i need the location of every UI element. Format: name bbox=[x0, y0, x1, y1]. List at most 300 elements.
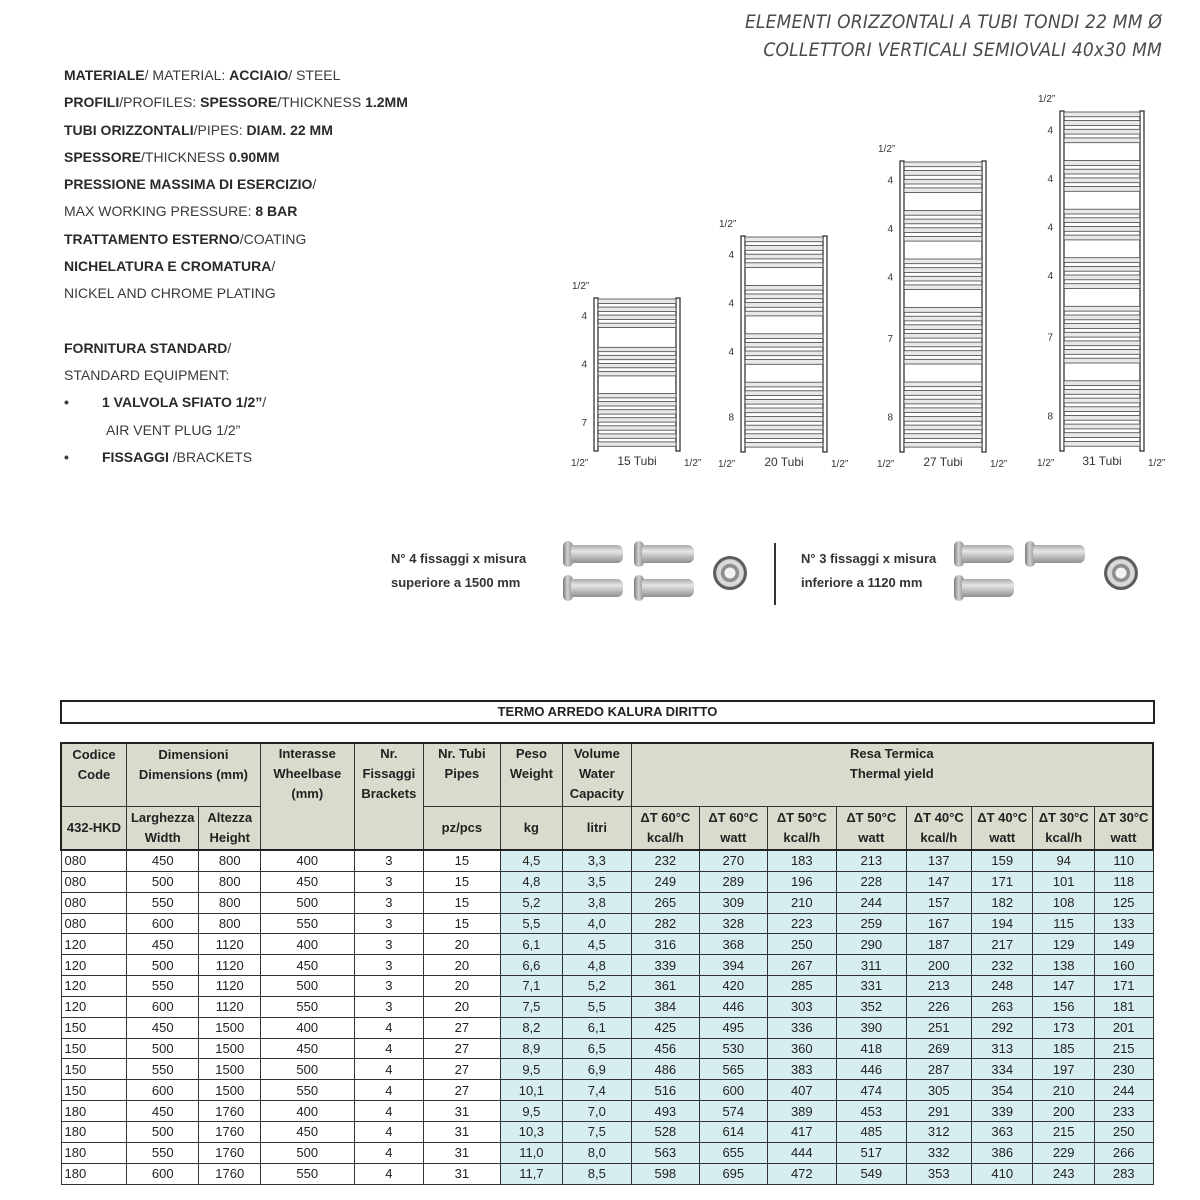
table-cell: 110 bbox=[1094, 850, 1153, 871]
table-cell: 334 bbox=[972, 1059, 1033, 1080]
table-cell: 9,5 bbox=[500, 1101, 562, 1122]
table-cell: 550 bbox=[260, 913, 354, 934]
table-cell: 147 bbox=[1033, 976, 1094, 997]
table-cell: 312 bbox=[906, 1121, 971, 1142]
table-cell: 201 bbox=[1094, 1017, 1153, 1038]
table-cell: 5,5 bbox=[563, 996, 631, 1017]
table-cell: 217 bbox=[972, 934, 1033, 955]
table-cell: 6,9 bbox=[563, 1059, 631, 1080]
inlet-label: 1/2” bbox=[878, 144, 896, 155]
tube-group-count: 4 bbox=[887, 272, 893, 284]
table-cell: 1500 bbox=[199, 1038, 260, 1059]
col-code: Codice Code bbox=[61, 743, 126, 806]
table-cell: 27 bbox=[424, 1080, 501, 1101]
collector-left bbox=[741, 236, 745, 452]
tube-group-count: 4 bbox=[887, 223, 893, 235]
radiator-tube bbox=[745, 417, 823, 422]
radiator-tube bbox=[1064, 161, 1140, 166]
air-vent-plug-icon bbox=[1104, 556, 1138, 590]
table-cell: 200 bbox=[906, 955, 971, 976]
table-cell: 197 bbox=[1033, 1059, 1094, 1080]
spec-supply-en: STANDARD EQUIPMENT: bbox=[64, 366, 230, 383]
collector-left bbox=[594, 298, 598, 451]
header-line-2: COLLETTORI VERTICALI SEMIOVALI 40x30 MM bbox=[763, 39, 1162, 61]
radiator-drawings bbox=[0, 0, 1200, 520]
bottom-left-label: 1/2” bbox=[1037, 458, 1055, 469]
table-cell: 353 bbox=[906, 1163, 971, 1184]
table-cell: 8,2 bbox=[500, 1017, 562, 1038]
col-width: Larghezza Width bbox=[126, 806, 199, 850]
radiator-tube bbox=[598, 418, 676, 422]
bracket-peg-icon bbox=[563, 577, 625, 599]
radiator-tube bbox=[745, 334, 823, 339]
table-cell: 550 bbox=[260, 996, 354, 1017]
table-cell: 420 bbox=[700, 976, 767, 997]
table-cell: 4,8 bbox=[500, 871, 562, 892]
table-cell: 259 bbox=[837, 913, 907, 934]
radiator-tube bbox=[1064, 441, 1140, 446]
radiator-tube bbox=[745, 434, 823, 439]
bullet-icon: • bbox=[64, 394, 69, 411]
table-body bbox=[61, 850, 1153, 1184]
table-cell: 9,5 bbox=[500, 1059, 562, 1080]
table-cell: 31 bbox=[424, 1163, 501, 1184]
tube-group-count: 4 bbox=[1047, 271, 1053, 282]
table-cell: 565 bbox=[700, 1059, 767, 1080]
table-cell: 1120 bbox=[199, 955, 260, 976]
table-cell: 120 bbox=[61, 996, 126, 1017]
table-cell: 600 bbox=[126, 996, 199, 1017]
table-cell: 20 bbox=[424, 996, 501, 1017]
radiator-tube bbox=[904, 316, 982, 321]
table-cell: 800 bbox=[199, 871, 260, 892]
table-cell: 31 bbox=[424, 1101, 501, 1122]
radiator-tube bbox=[904, 259, 982, 264]
radiator-tube bbox=[598, 363, 676, 367]
table-cell: 31 bbox=[424, 1121, 501, 1142]
bracket-peg-icon bbox=[1025, 543, 1087, 565]
table-cell: 173 bbox=[1033, 1017, 1094, 1038]
radiator-tube bbox=[745, 360, 823, 365]
table-cell: 20 bbox=[424, 976, 501, 997]
table-cell: 1120 bbox=[199, 996, 260, 1017]
radiator-tube bbox=[598, 347, 676, 351]
radiator-tube bbox=[904, 425, 982, 430]
radiator-tube bbox=[1064, 227, 1140, 232]
table-row bbox=[61, 1059, 1153, 1080]
col-volume: Volume Water Capacity bbox=[563, 743, 631, 806]
radiator-tube bbox=[1064, 415, 1140, 420]
table-cell: 390 bbox=[837, 1017, 907, 1038]
table-cell: 4 bbox=[354, 1142, 424, 1163]
table-cell: 614 bbox=[700, 1121, 767, 1142]
table-row bbox=[61, 976, 1153, 997]
table-cell: 232 bbox=[972, 955, 1033, 976]
tubes-count-label: 20 Tubi bbox=[764, 455, 804, 469]
collector-left bbox=[1060, 111, 1064, 451]
table-cell: 080 bbox=[61, 913, 126, 934]
radiator-tube bbox=[1064, 324, 1140, 329]
table-cell: 339 bbox=[972, 1101, 1033, 1122]
table-cell: 598 bbox=[631, 1163, 699, 1184]
col-dt: ΔT 40°C kcal/h bbox=[906, 806, 971, 850]
tube-group-count: 4 bbox=[728, 298, 734, 310]
code-series: 432-HKD bbox=[61, 806, 126, 850]
spec-plating-it: NICHELATURA E CROMATURA/ bbox=[64, 258, 276, 275]
table-cell: 1760 bbox=[199, 1101, 260, 1122]
radiator-tube bbox=[745, 425, 823, 430]
radiator-tube bbox=[745, 391, 823, 396]
table-cell: 150 bbox=[61, 1038, 126, 1059]
radiator-tube bbox=[1064, 306, 1140, 311]
radiator-tube bbox=[1064, 121, 1140, 126]
table-title: TERMO ARREDO KALURA DIRITTO bbox=[60, 700, 1155, 724]
table-cell: 3 bbox=[354, 850, 424, 871]
spec-pressure-en: MAX WORKING PRESSURE: 8 BAR bbox=[64, 203, 298, 220]
table-cell: 368 bbox=[700, 934, 767, 955]
table-row bbox=[61, 850, 1153, 871]
table-cell: 3 bbox=[354, 934, 424, 955]
table-cell: 1760 bbox=[199, 1163, 260, 1184]
table-cell: 31 bbox=[424, 1142, 501, 1163]
table-row bbox=[61, 1142, 1153, 1163]
radiator-tube bbox=[745, 254, 823, 259]
table-cell: 444 bbox=[767, 1142, 837, 1163]
bottom-right-label: 1/2” bbox=[831, 459, 849, 470]
spec-material: MATERIALE/ MATERIAL: ACCIAIO/ STEEL bbox=[64, 67, 341, 83]
bullet-icon: • bbox=[64, 448, 69, 465]
table-cell: 213 bbox=[837, 850, 907, 871]
table-cell: 407 bbox=[767, 1080, 837, 1101]
table-cell: 360 bbox=[767, 1038, 837, 1059]
bottom-left-label: 1/2” bbox=[877, 459, 895, 470]
table-cell: 27 bbox=[424, 1017, 501, 1038]
table-cell: 210 bbox=[1033, 1080, 1094, 1101]
table-cell: 8,9 bbox=[500, 1038, 562, 1059]
radiator-tube bbox=[1064, 381, 1140, 386]
table-cell: 363 bbox=[972, 1121, 1033, 1142]
table-cell: 1760 bbox=[199, 1121, 260, 1142]
table-cell: 550 bbox=[126, 976, 199, 997]
tubes-count-label: 27 Tubi bbox=[923, 455, 963, 469]
table-row bbox=[61, 913, 1153, 934]
table-cell: 080 bbox=[61, 892, 126, 913]
table-cell: 108 bbox=[1033, 892, 1094, 913]
collector-right bbox=[1140, 111, 1144, 451]
spec-item-valve: • 1 VALVOLA SFIATO 1/2”/ bbox=[64, 389, 408, 416]
table-cell: 210 bbox=[767, 892, 837, 913]
radiator-tube bbox=[904, 171, 982, 176]
table-cell: 7,5 bbox=[500, 996, 562, 1017]
table-cell: 1500 bbox=[199, 1059, 260, 1080]
table-cell: 331 bbox=[837, 976, 907, 997]
radiator-tube bbox=[1064, 407, 1140, 412]
radiator-tube bbox=[904, 236, 982, 241]
table-cell: 6,5 bbox=[563, 1038, 631, 1059]
bottom-right-label: 1/2” bbox=[684, 458, 702, 469]
inlet-label: 1/2” bbox=[1038, 94, 1056, 105]
table-cell: 182 bbox=[972, 892, 1033, 913]
radiator-tube bbox=[598, 355, 676, 359]
col-thermal-yield: Resa Termica Thermal yield bbox=[631, 743, 1153, 806]
table-cell: 305 bbox=[906, 1080, 971, 1101]
tube-group-count: 8 bbox=[728, 412, 734, 424]
table-cell: 194 bbox=[972, 913, 1033, 934]
tube-group-count: 7 bbox=[581, 417, 587, 429]
table-cell: 7,4 bbox=[563, 1080, 631, 1101]
radiator-tube bbox=[904, 276, 982, 281]
radiator-tube bbox=[745, 382, 823, 387]
radiator-tube bbox=[745, 399, 823, 404]
table-cell: 400 bbox=[260, 1017, 354, 1038]
table-cell: 563 bbox=[631, 1142, 699, 1163]
table-row bbox=[61, 1038, 1153, 1059]
table-cell: 474 bbox=[837, 1080, 907, 1101]
radiator-tube bbox=[904, 417, 982, 422]
radiator-tube bbox=[598, 426, 676, 430]
table-cell: 267 bbox=[767, 955, 837, 976]
table-cell: 400 bbox=[260, 1101, 354, 1122]
table-row bbox=[61, 1080, 1153, 1101]
table-cell: 800 bbox=[199, 913, 260, 934]
radiator-tube bbox=[1064, 112, 1140, 117]
table-cell: 120 bbox=[61, 934, 126, 955]
unit-weight: kg bbox=[500, 806, 562, 850]
radiator-tube bbox=[745, 442, 823, 447]
tube-group-count: 4 bbox=[1047, 173, 1053, 185]
table-cell: 517 bbox=[837, 1142, 907, 1163]
table-cell: 213 bbox=[906, 976, 971, 997]
table-cell: 244 bbox=[1094, 1080, 1153, 1101]
table-cell: 550 bbox=[126, 1142, 199, 1163]
table-cell: 516 bbox=[631, 1080, 699, 1101]
table-cell: 1500 bbox=[199, 1017, 260, 1038]
radiator-tube bbox=[1064, 398, 1140, 403]
table-cell: 550 bbox=[126, 1059, 199, 1080]
table-cell: 383 bbox=[767, 1059, 837, 1080]
radiator-tube bbox=[1064, 341, 1140, 346]
table-cell: 500 bbox=[126, 871, 199, 892]
table-cell: 1120 bbox=[199, 976, 260, 997]
table-cell: 150 bbox=[61, 1059, 126, 1080]
table-cell: 450 bbox=[260, 1038, 354, 1059]
radiator-tube bbox=[1064, 433, 1140, 438]
brackets-divider bbox=[774, 543, 776, 605]
table-cell: 313 bbox=[972, 1038, 1033, 1059]
table-cell: 270 bbox=[700, 850, 767, 871]
spec-plating-en: NICKEL AND CHROME PLATING bbox=[64, 285, 276, 302]
spec-coating: TRATTAMENTO ESTERNO/COATING bbox=[64, 230, 307, 247]
table-cell: 4 bbox=[354, 1101, 424, 1122]
table-cell: 15 bbox=[424, 913, 501, 934]
radiator-tube bbox=[904, 308, 982, 313]
table-cell: 20 bbox=[424, 955, 501, 976]
table-cell: 265 bbox=[631, 892, 699, 913]
table-cell: 282 bbox=[631, 913, 699, 934]
table-cell: 251 bbox=[906, 1017, 971, 1038]
table-cell: 125 bbox=[1094, 892, 1153, 913]
table-cell: 446 bbox=[700, 996, 767, 1017]
table-cell: 11,0 bbox=[500, 1142, 562, 1163]
bracket-peg-icon bbox=[954, 577, 1016, 599]
col-dimensions: Dimensioni Dimensions (mm) bbox=[126, 743, 260, 806]
table-cell: 10,1 bbox=[500, 1080, 562, 1101]
table-cell: 137 bbox=[906, 850, 971, 871]
col-pipes: Nr. Tubi Pipes bbox=[424, 743, 501, 806]
table-cell: 500 bbox=[260, 1142, 354, 1163]
table-cell: 500 bbox=[126, 1121, 199, 1142]
table-row bbox=[61, 871, 1153, 892]
table-cell: 115 bbox=[1033, 913, 1094, 934]
bottom-left-label: 1/2” bbox=[571, 458, 589, 469]
table-cell: 94 bbox=[1033, 850, 1094, 871]
table-cell: 695 bbox=[700, 1163, 767, 1184]
table-cell: 080 bbox=[61, 871, 126, 892]
table-cell: 3 bbox=[354, 955, 424, 976]
table-cell: 3,5 bbox=[563, 871, 631, 892]
table-cell: 248 bbox=[972, 976, 1033, 997]
radiator-tube bbox=[1064, 169, 1140, 174]
table-cell: 4 bbox=[354, 1080, 424, 1101]
table-cell: 6,6 bbox=[500, 955, 562, 976]
table-cell: 309 bbox=[700, 892, 767, 913]
spec-item-brackets: • FISSAGGI /BRACKETS bbox=[64, 444, 408, 471]
radiator-tube bbox=[1064, 358, 1140, 363]
bottom-right-label: 1/2” bbox=[990, 459, 1008, 470]
bottom-right-label: 1/2” bbox=[1148, 458, 1166, 469]
table-cell: 3,3 bbox=[563, 850, 631, 871]
radiator-tube bbox=[1064, 275, 1140, 280]
table-cell: 336 bbox=[767, 1017, 837, 1038]
table-cell: 263 bbox=[972, 996, 1033, 1017]
table-cell: 450 bbox=[126, 934, 199, 955]
radiator-tube bbox=[745, 246, 823, 251]
table-cell: 303 bbox=[767, 996, 837, 1017]
table-cell: 8,0 bbox=[563, 1142, 631, 1163]
table-header bbox=[61, 743, 1153, 850]
table-cell: 446 bbox=[837, 1059, 907, 1080]
table-cell: 3 bbox=[354, 871, 424, 892]
table-cell: 600 bbox=[126, 913, 199, 934]
table-cell: 215 bbox=[1094, 1038, 1153, 1059]
radiator-tube bbox=[598, 323, 676, 327]
radiator-tube bbox=[745, 303, 823, 308]
table-row bbox=[61, 996, 1153, 1017]
table-cell: 550 bbox=[260, 1163, 354, 1184]
table-cell: 266 bbox=[1094, 1142, 1153, 1163]
bottom-left-label: 1/2” bbox=[718, 459, 736, 470]
table-cell: 1500 bbox=[199, 1080, 260, 1101]
radiator-tube bbox=[598, 402, 676, 406]
table-cell: 472 bbox=[767, 1163, 837, 1184]
table-cell: 11,7 bbox=[500, 1163, 562, 1184]
table-cell: 4 bbox=[354, 1163, 424, 1184]
bracket-peg-icon bbox=[954, 543, 1016, 565]
radiator-tube bbox=[904, 399, 982, 404]
brackets-note-upper: N° 4 fissaggi x misura superiore a 1500 mm bbox=[391, 551, 527, 590]
table-cell: 600 bbox=[126, 1080, 199, 1101]
col-wheelbase: Interasse Wheelbase (mm) bbox=[260, 743, 354, 850]
table-cell: 150 bbox=[61, 1080, 126, 1101]
table-cell: 361 bbox=[631, 976, 699, 997]
table-cell: 228 bbox=[837, 871, 907, 892]
table-cell: 4,8 bbox=[563, 955, 631, 976]
radiator-tube bbox=[745, 351, 823, 356]
table-cell: 150 bbox=[61, 1017, 126, 1038]
table-cell: 4 bbox=[354, 1017, 424, 1038]
table-cell: 394 bbox=[700, 955, 767, 976]
table-cell: 250 bbox=[767, 934, 837, 955]
table-cell: 289 bbox=[700, 871, 767, 892]
radiator-tube bbox=[745, 294, 823, 299]
table-row bbox=[61, 1121, 1153, 1142]
radiator-tube bbox=[1064, 138, 1140, 143]
inlet-label: 1/2” bbox=[572, 281, 590, 292]
table-cell: 167 bbox=[906, 913, 971, 934]
table-cell: 495 bbox=[700, 1017, 767, 1038]
radiator-tube bbox=[1064, 332, 1140, 337]
table-cell: 3 bbox=[354, 976, 424, 997]
table-cell: 226 bbox=[906, 996, 971, 1017]
table-cell: 250 bbox=[1094, 1121, 1153, 1142]
table-cell: 129 bbox=[1033, 934, 1094, 955]
table-cell: 7,1 bbox=[500, 976, 562, 997]
table-row bbox=[61, 1017, 1153, 1038]
table-cell: 291 bbox=[906, 1101, 971, 1122]
radiator-tube bbox=[1064, 390, 1140, 395]
table-cell: 27 bbox=[424, 1038, 501, 1059]
header-line-1: ELEMENTI ORIZZONTALI A TUBI TONDI 22 MM Ø bbox=[744, 11, 1162, 33]
table-cell: 352 bbox=[837, 996, 907, 1017]
radiator-tube bbox=[904, 434, 982, 439]
table-cell: 4,0 bbox=[563, 913, 631, 934]
collector-right bbox=[982, 161, 986, 452]
tube-group-count: 4 bbox=[728, 250, 734, 262]
table-cell: 120 bbox=[61, 976, 126, 997]
table-cell: 4 bbox=[354, 1121, 424, 1142]
col-dt: ΔT 50°C kcal/h bbox=[767, 806, 837, 850]
table-cell: 549 bbox=[837, 1163, 907, 1184]
collector-right bbox=[676, 298, 680, 451]
table-cell: 290 bbox=[837, 934, 907, 955]
table-cell: 450 bbox=[126, 850, 199, 871]
col-weight: Peso Weight bbox=[500, 743, 562, 806]
table-cell: 500 bbox=[126, 955, 199, 976]
table-cell: 269 bbox=[906, 1038, 971, 1059]
col-dt: ΔT 40°C watt bbox=[972, 806, 1033, 850]
table-cell: 243 bbox=[1033, 1163, 1094, 1184]
table-cell: 450 bbox=[126, 1101, 199, 1122]
tube-group-count: 4 bbox=[581, 359, 587, 371]
table-cell: 7,0 bbox=[563, 1101, 631, 1122]
radiator-tube bbox=[1064, 235, 1140, 240]
radiator-tube bbox=[598, 442, 676, 446]
col-brackets: Nr. Fissaggi Brackets bbox=[354, 743, 424, 850]
table-cell: 181 bbox=[1094, 996, 1153, 1017]
col-dt: ΔT 30°C kcal/h bbox=[1033, 806, 1094, 850]
table-cell: 196 bbox=[767, 871, 837, 892]
table-cell: 171 bbox=[1094, 976, 1153, 997]
table-cell: 500 bbox=[260, 976, 354, 997]
table-cell: 4 bbox=[354, 1059, 424, 1080]
table-cell: 1120 bbox=[199, 934, 260, 955]
spec-profiles: PROFILI/PROFILES: SPESSORE/THICKNESS 1.2MM bbox=[64, 94, 408, 111]
table-cell: 3 bbox=[354, 913, 424, 934]
table-cell: 20 bbox=[424, 934, 501, 955]
table-cell: 223 bbox=[767, 913, 837, 934]
table-cell: 7,5 bbox=[563, 1121, 631, 1142]
table-cell: 386 bbox=[972, 1142, 1033, 1163]
